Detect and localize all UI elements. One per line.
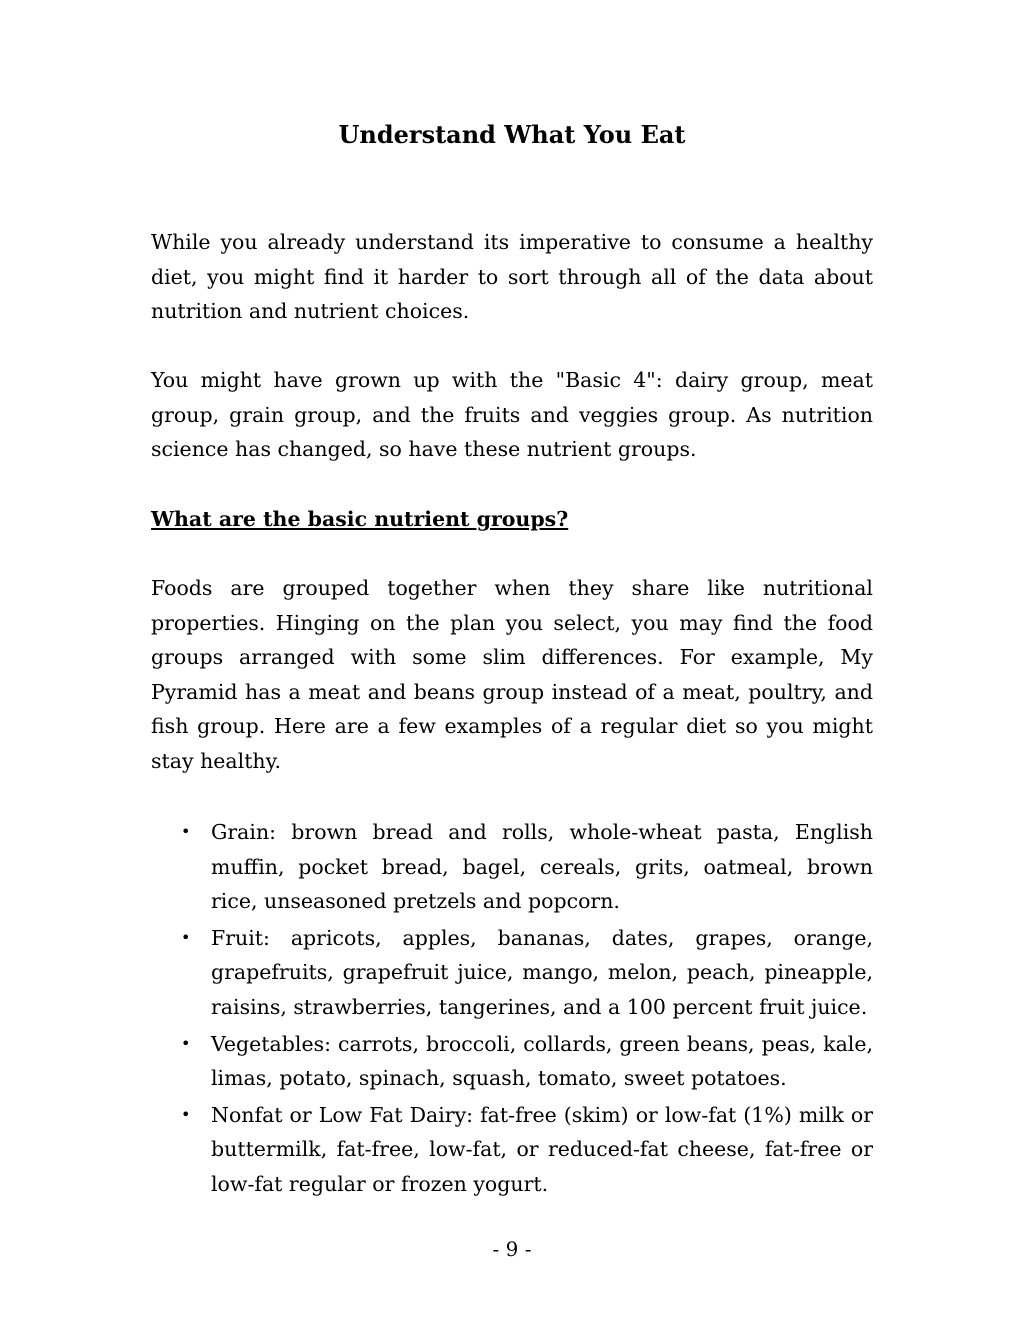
list-item-text: Fruit: apricots, apples, bananas, dates, grapes, orange, grapefruits, grapefruit juice, mango, melon, peach, pineapple, raisins, strawberries, tangerines, and a 100 percent fruit juice. bbox=[211, 925, 873, 1019]
list-item-vegetables bbox=[151, 1027, 873, 1096]
bullet-icon: • bbox=[181, 1104, 191, 1124]
list-item-text: Vegetables: carrots, broccoli, collards, green beans, peas, kale, limas, potato, spinach, squash, tomato, sweet potatoes. bbox=[211, 1031, 873, 1091]
section-heading: What are the basic nutrient groups? bbox=[151, 507, 569, 531]
bullet-icon: • bbox=[181, 927, 191, 947]
list-item-fruit bbox=[151, 921, 873, 1025]
page-title: Understand What You Eat bbox=[338, 120, 686, 149]
page-number: - 9 - bbox=[492, 1237, 532, 1261]
list-item-grain bbox=[151, 815, 873, 919]
bullet-icon: • bbox=[181, 822, 191, 841]
food-groups-paragraph: Foods are grouped together when they share like nutritional properties. Hinging on the plan you select, you may find the food groups arranged with some slim differences. For example, My Pyramid has a meat and beans group instead of a meat, poultry, and fish group. Here are a few examples of a regular diet so you might stay healthy. bbox=[151, 576, 873, 773]
list-item-text: Nonfat or Low Fat Dairy: fat-free (skim) or low-fat (1%) milk or buttermilk, fat-free, low-fat, or reduced-fat cheese, fat-free or low-fat regular or frozen yogurt. bbox=[211, 1102, 873, 1196]
basic-four-paragraph: You might have grown up with the "Basic 4": dairy group, meat group, grain group, and the fruits and veggies group. As nutrition science has changed, so have these nutrient groups. bbox=[151, 368, 873, 462]
bullet-icon: • bbox=[181, 1033, 191, 1053]
intro-paragraph: While you already understand its imperative to consume a healthy diet, you might find it harder to sort through all of the data about nutrition and nutrient choices. bbox=[151, 230, 873, 324]
list-item-text: Grain: brown bread and rolls, whole-wheat pasta, English muffin, pocket bread, bagel, cereals, grits, oatmeal, brown rice, unseasoned pretzels and popcorn. bbox=[211, 820, 873, 914]
list-item-dairy bbox=[151, 1098, 873, 1202]
food-group-list bbox=[151, 815, 873, 1204]
document-page bbox=[151, 0, 873, 1325]
